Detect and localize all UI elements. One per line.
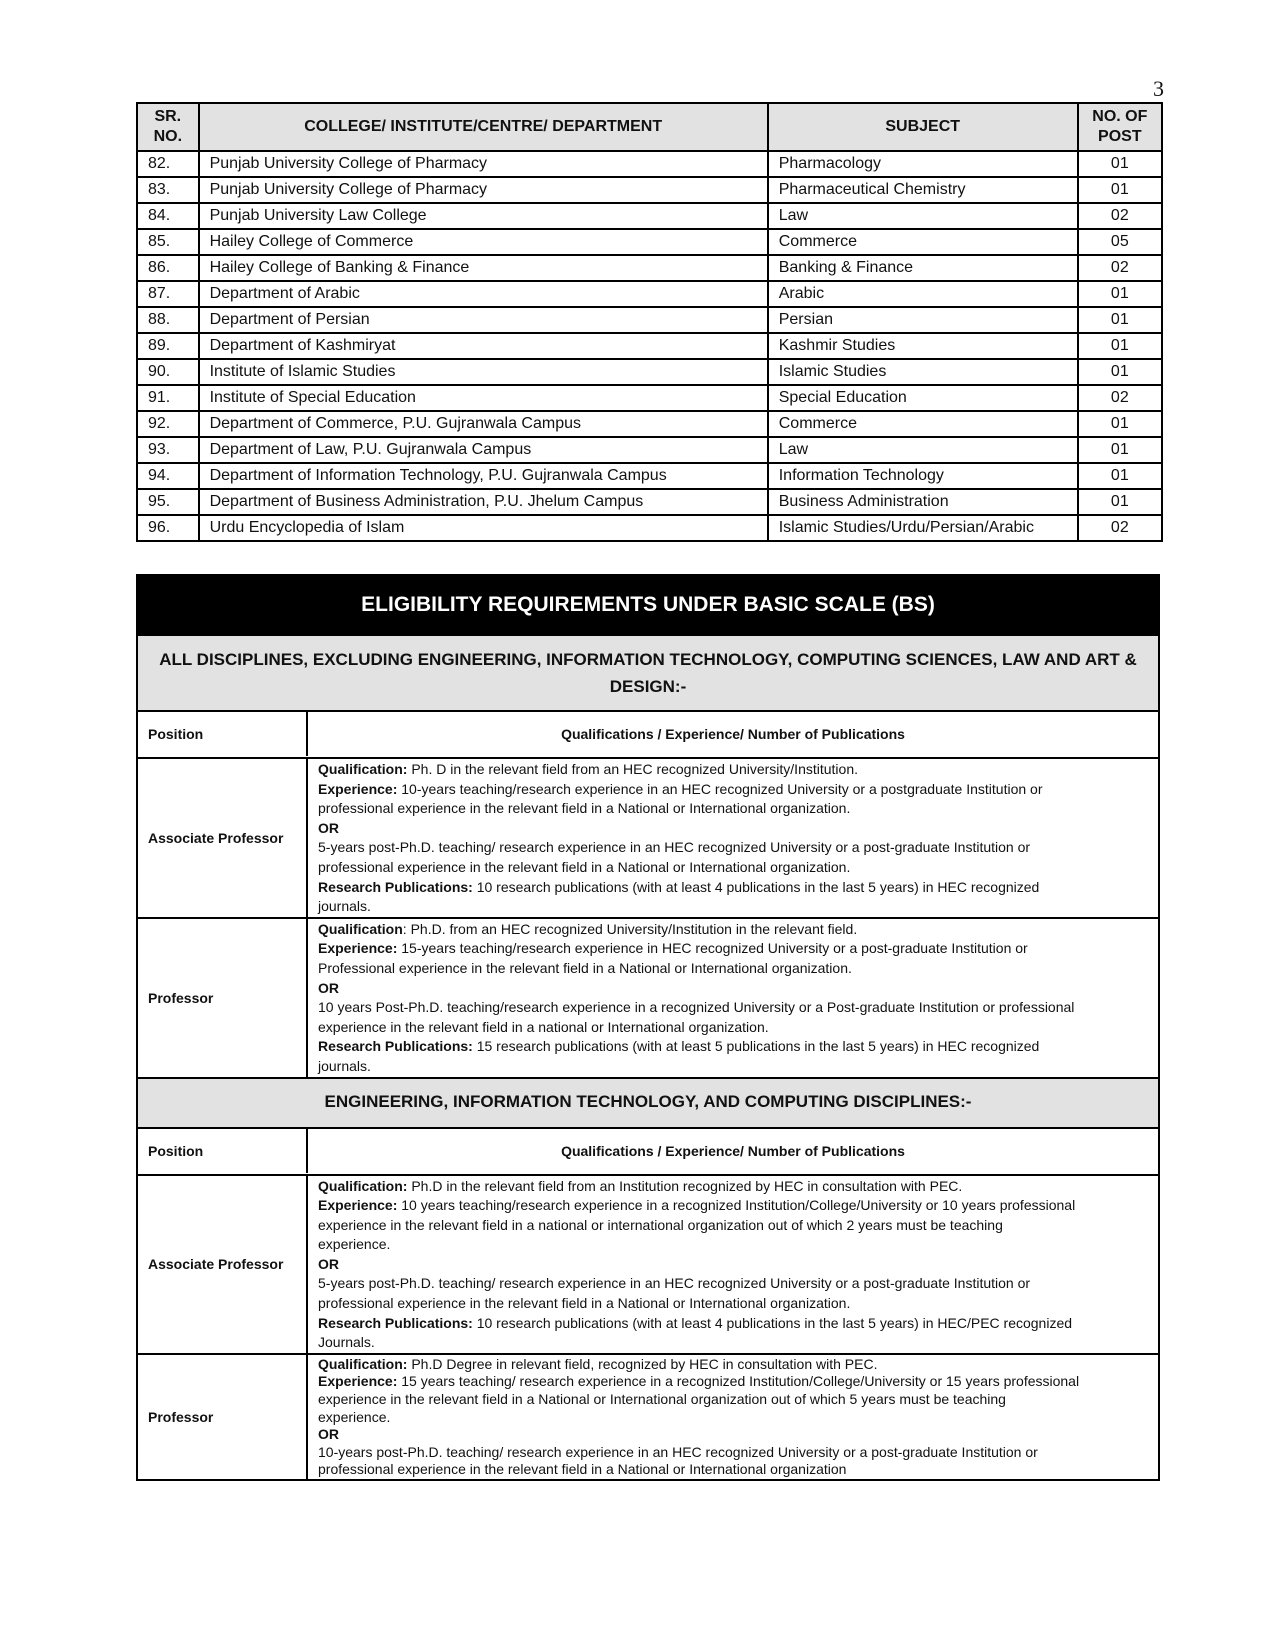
requirement-line bbox=[318, 1274, 1148, 1294]
table-row bbox=[137, 229, 1162, 255]
eligibility-title: ELIGIBILITY REQUIREMENTS UNDER BASIC SCALE (BS) bbox=[138, 576, 1158, 634]
requirement-line bbox=[318, 1255, 1148, 1275]
college-cell: Department of Persian bbox=[199, 307, 768, 333]
college-cell: Hailey College of Banking & Finance bbox=[199, 255, 768, 281]
no-of-post-cell: 05 bbox=[1078, 229, 1162, 255]
position-cell: Associate Professor bbox=[138, 759, 308, 917]
qualification-cell bbox=[308, 1355, 1158, 1479]
section-heading: ENGINEERING, INFORMATION TECHNOLOGY, AND COMPUTING DISCIPLINES:- bbox=[138, 1077, 1158, 1127]
no-of-post-cell: 01 bbox=[1078, 281, 1162, 307]
requirement-line bbox=[318, 1373, 1148, 1391]
no-of-post-cell: 01 bbox=[1078, 489, 1162, 515]
requirement-label: OR bbox=[318, 979, 339, 996]
requirement-text: 10 research publications (with at least 4 publications in the last 5 years) in HEC/PEC recognized bbox=[472, 1314, 1073, 1331]
sr-no-cell: 82. bbox=[137, 151, 199, 177]
position-cell: Professor bbox=[138, 1355, 308, 1479]
no-of-post-cell: 01 bbox=[1078, 463, 1162, 489]
requirement-text: Ph.D Degree in relevant field, recognized by HEC in consultation with PEC. bbox=[407, 1355, 878, 1372]
no-of-post-cell: 01 bbox=[1078, 411, 1162, 437]
requirement-text: 15-years teaching/research experience in HEC recognized University or a post-graduate Institution or bbox=[397, 940, 1028, 957]
requirement-text: experience in the relevant field in a national or International organization. bbox=[318, 1018, 769, 1035]
requirement-text: 5-years post-Ph.D. teaching/ research experience in an HEC recognized University or a post-graduate Institution or bbox=[318, 839, 1031, 856]
subject-cell: Islamic Studies/Urdu/Persian/Arabic bbox=[768, 515, 1078, 541]
requirement-text: journals. bbox=[318, 1057, 371, 1074]
no-of-post-cell: 01 bbox=[1078, 359, 1162, 385]
no-of-post-cell: 02 bbox=[1078, 515, 1162, 541]
requirement-text: 10-years teaching/research experience in an HEC recognized University or a postgraduate Institution or bbox=[397, 780, 1043, 797]
requirement-text: journals. bbox=[318, 898, 371, 915]
eligibility-row bbox=[138, 917, 1158, 1077]
sr-no-cell: 95. bbox=[137, 489, 199, 515]
no-of-post-cell: 01 bbox=[1078, 307, 1162, 333]
requirement-text: 15 years teaching/ research experience in a recognized Institution/College/University or 15 years professional bbox=[397, 1373, 1080, 1390]
requirement-text: experience. bbox=[318, 1408, 391, 1425]
requirement-text: Ph.D in the relevant field from an Institution recognized by HEC in consultation with PEC. bbox=[407, 1177, 963, 1194]
college-cell: Institute of Special Education bbox=[199, 385, 768, 411]
requirement-line bbox=[318, 939, 1148, 959]
requirement-text: 15 research publications (with at least 5 publications in the last 5 years) in HEC recognized bbox=[472, 1038, 1040, 1055]
qualification-cell bbox=[308, 759, 1158, 917]
subject-cell: Kashmir Studies bbox=[768, 333, 1078, 359]
eligibility-row bbox=[138, 1174, 1158, 1353]
table-row bbox=[137, 333, 1162, 359]
college-cell: Urdu Encyclopedia of Islam bbox=[199, 515, 768, 541]
sr-no-cell: 84. bbox=[137, 203, 199, 229]
table-row bbox=[137, 463, 1162, 489]
requirement-line bbox=[318, 897, 1148, 917]
requirement-line bbox=[318, 1391, 1148, 1409]
no-of-post-cell: 02 bbox=[1078, 385, 1162, 411]
subject-cell: Banking & Finance bbox=[768, 255, 1078, 281]
sr-no-cell: 83. bbox=[137, 177, 199, 203]
table-row bbox=[137, 151, 1162, 177]
college-cell: Punjab University College of Pharmacy bbox=[199, 177, 768, 203]
requirement-line bbox=[318, 878, 1148, 898]
requirement-label: Experience: bbox=[318, 780, 398, 797]
subject-cell: Business Administration bbox=[768, 489, 1078, 515]
requirement-label: Research Publications: bbox=[318, 1038, 473, 1055]
requirement-line bbox=[318, 799, 1148, 819]
header-subject: SUBJECT bbox=[768, 103, 1078, 151]
subject-cell: Pharmacology bbox=[768, 151, 1078, 177]
requirement-line bbox=[318, 1333, 1148, 1353]
table-row bbox=[137, 177, 1162, 203]
requirement-text: : Ph.D. from an HEC recognized University/Institution in the relevant field. bbox=[402, 920, 858, 937]
table-row bbox=[137, 489, 1162, 515]
sr-no-cell: 92. bbox=[137, 411, 199, 437]
requirement-line bbox=[318, 1196, 1148, 1216]
requirement-label: Research Publications: bbox=[318, 1314, 473, 1331]
requirement-text: Journals. bbox=[318, 1334, 375, 1351]
no-of-post-cell: 01 bbox=[1078, 177, 1162, 203]
requirement-text: 5-years post-Ph.D. teaching/ research experience in an HEC recognized University or a post-graduate Institution or bbox=[318, 1275, 1031, 1292]
table-row bbox=[137, 515, 1162, 541]
requirement-line bbox=[318, 979, 1148, 999]
requirement-label: Qualification: bbox=[318, 1177, 408, 1194]
sr-no-cell: 88. bbox=[137, 307, 199, 333]
requirement-line bbox=[318, 858, 1148, 878]
requirement-text: experience. bbox=[318, 1236, 391, 1253]
page-number: 3 bbox=[1153, 76, 1164, 101]
posts-table bbox=[136, 102, 1163, 542]
sr-no-cell: 85. bbox=[137, 229, 199, 255]
requirement-label: Experience: bbox=[318, 1373, 398, 1390]
column-header-qualifications: Qualifications / Experience/ Number of Publications bbox=[561, 726, 905, 743]
requirement-label: Qualification: bbox=[318, 761, 408, 777]
requirement-text: professional experience in the relevant field in a National or International organization bbox=[318, 1461, 847, 1478]
requirement-line bbox=[318, 1018, 1148, 1038]
header-no-of-post: NO. OF POST bbox=[1078, 103, 1162, 151]
subject-cell: Commerce bbox=[768, 229, 1078, 255]
requirement-line bbox=[318, 1409, 1148, 1427]
section-heading: ALL DISCIPLINES, EXCLUDING ENGINEERING, INFORMATION TECHNOLOGY, COMPUTING SCIENCES, LAW AND ART & DESIGN:- bbox=[138, 634, 1158, 710]
position-cell: Associate Professor bbox=[138, 1176, 308, 1353]
sr-no-cell: 91. bbox=[137, 385, 199, 411]
no-of-post-cell: 02 bbox=[1078, 203, 1162, 229]
sr-no-cell: 90. bbox=[137, 359, 199, 385]
subject-cell: Law bbox=[768, 437, 1078, 463]
sr-no-cell: 96. bbox=[137, 515, 199, 541]
no-of-post-cell: 01 bbox=[1078, 333, 1162, 359]
college-cell: Department of Commerce, P.U. Gujranwala Campus bbox=[199, 411, 768, 437]
table-row bbox=[137, 411, 1162, 437]
requirement-line bbox=[318, 1356, 1148, 1374]
requirement-text: professional experience in the relevant field in a National or International organization. bbox=[318, 858, 851, 875]
requirement-label: Experience: bbox=[318, 1197, 398, 1214]
subject-cell: Special Education bbox=[768, 385, 1078, 411]
subject-cell: Arabic bbox=[768, 281, 1078, 307]
requirement-line bbox=[318, 1177, 1148, 1197]
requirement-text: experience in the relevant field in a National or International organization out of which 5 years must be teaching bbox=[318, 1391, 1006, 1408]
subject-cell: Information Technology bbox=[768, 463, 1078, 489]
no-of-post-cell: 01 bbox=[1078, 151, 1162, 177]
eligibility-table bbox=[136, 574, 1160, 1481]
header-sr-no: SR. NO. bbox=[137, 103, 199, 151]
requirement-line bbox=[318, 1444, 1148, 1462]
table-row bbox=[137, 307, 1162, 333]
requirement-text: Professional experience in the relevant field in a National or International organization. bbox=[318, 959, 852, 976]
requirement-line bbox=[318, 1426, 1148, 1444]
requirement-label: Research Publications: bbox=[318, 878, 473, 895]
college-cell: Department of Business Administration, P.U. Jhelum Campus bbox=[199, 489, 768, 515]
no-of-post-cell: 02 bbox=[1078, 255, 1162, 281]
subject-cell: Islamic Studies bbox=[768, 359, 1078, 385]
sr-no-cell: 86. bbox=[137, 255, 199, 281]
college-cell: Hailey College of Commerce bbox=[199, 229, 768, 255]
requirement-line bbox=[318, 1216, 1148, 1236]
table-row bbox=[137, 437, 1162, 463]
requirement-line bbox=[318, 1294, 1148, 1314]
requirement-line bbox=[318, 1057, 1148, 1077]
requirement-line bbox=[318, 959, 1148, 979]
qualification-cell bbox=[308, 1176, 1158, 1353]
requirement-line bbox=[318, 1037, 1148, 1057]
requirement-line bbox=[318, 838, 1148, 858]
requirement-text: 10-years post-Ph.D. teaching/ research experience in an HEC recognized University or a post-graduate Institution or bbox=[318, 1443, 1038, 1460]
table-row bbox=[137, 359, 1162, 385]
requirement-line bbox=[318, 1461, 1148, 1479]
college-cell: Institute of Islamic Studies bbox=[199, 359, 768, 385]
subject-cell: Commerce bbox=[768, 411, 1078, 437]
requirement-line bbox=[318, 998, 1148, 1018]
column-header-row bbox=[138, 710, 1158, 757]
posts-table-header bbox=[137, 103, 1162, 151]
requirement-text: Ph. D in the relevant field from an HEC recognized University/Institution. bbox=[407, 761, 858, 777]
subject-cell: Pharmaceutical Chemistry bbox=[768, 177, 1078, 203]
sr-no-cell: 87. bbox=[137, 281, 199, 307]
sr-no-cell: 89. bbox=[137, 333, 199, 359]
requirement-text: 10 years Post-Ph.D. teaching/research experience in a recognized University or a Post-graduate Institution or professional bbox=[318, 999, 1075, 1016]
requirement-line bbox=[318, 760, 1148, 780]
column-header-position: Position bbox=[138, 712, 308, 756]
requirement-text: professional experience in the relevant field in a National or International organization. bbox=[318, 800, 851, 817]
qualification-cell bbox=[308, 919, 1158, 1077]
requirement-text: 10 research publications (with at least 4 publications in the last 5 years) in HEC recognized bbox=[472, 878, 1040, 895]
column-header-row bbox=[138, 1127, 1158, 1174]
requirement-text: professional experience in the relevant field in a National or International organization. bbox=[318, 1295, 851, 1312]
no-of-post-cell: 01 bbox=[1078, 437, 1162, 463]
college-cell: Punjab University Law College bbox=[199, 203, 768, 229]
table-row bbox=[137, 385, 1162, 411]
requirement-line bbox=[318, 819, 1148, 839]
requirement-label: OR bbox=[318, 1426, 339, 1443]
sr-no-cell: 93. bbox=[137, 437, 199, 463]
requirement-line bbox=[318, 1235, 1148, 1255]
subject-cell: Persian bbox=[768, 307, 1078, 333]
requirement-text: experience in the relevant field in a national or international organization out of which 2 years must be teaching bbox=[318, 1216, 1003, 1233]
requirement-label: OR bbox=[318, 819, 339, 836]
college-cell: Department of Arabic bbox=[199, 281, 768, 307]
column-header-position: Position bbox=[138, 1129, 308, 1173]
college-cell: Department of Kashmiryat bbox=[199, 333, 768, 359]
requirement-label: Experience: bbox=[318, 940, 398, 957]
requirement-line bbox=[318, 920, 1148, 940]
subject-cell: Law bbox=[768, 203, 1078, 229]
table-row bbox=[137, 203, 1162, 229]
eligibility-row bbox=[138, 1353, 1158, 1479]
college-cell: Department of Law, P.U. Gujranwala Campus bbox=[199, 437, 768, 463]
sr-no-cell: 94. bbox=[137, 463, 199, 489]
eligibility-row bbox=[138, 757, 1158, 917]
table-row bbox=[137, 255, 1162, 281]
college-cell: Department of Information Technology, P.U. Gujranwala Campus bbox=[199, 463, 768, 489]
requirement-line bbox=[318, 780, 1148, 800]
column-header-qualifications: Qualifications / Experience/ Number of Publications bbox=[561, 1142, 905, 1159]
requirement-text: 10 years teaching/research experience in a recognized Institution/College/University or 10 years professional bbox=[397, 1197, 1076, 1214]
header-college: COLLEGE/ INSTITUTE/CENTRE/ DEPARTMENT bbox=[199, 103, 768, 151]
requirement-line bbox=[318, 1314, 1148, 1334]
table-row bbox=[137, 281, 1162, 307]
requirement-label: Qualification bbox=[318, 920, 403, 937]
requirement-label: Qualification: bbox=[318, 1355, 408, 1372]
college-cell: Punjab University College of Pharmacy bbox=[199, 151, 768, 177]
requirement-label: OR bbox=[318, 1255, 339, 1272]
position-cell: Professor bbox=[138, 919, 308, 1077]
